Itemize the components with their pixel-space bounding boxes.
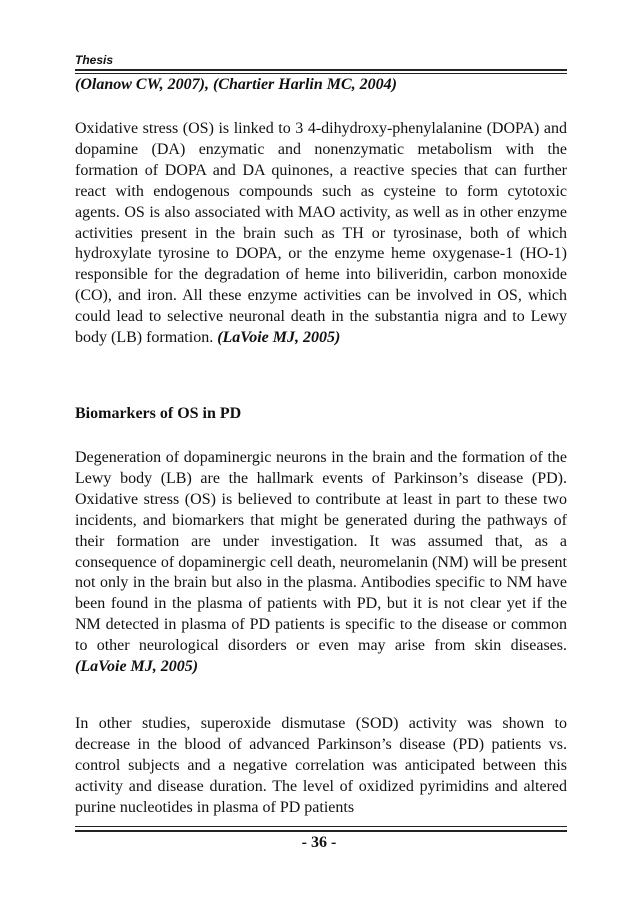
footer-rule (75, 830, 567, 832)
header-rule-thin (75, 73, 567, 74)
paragraph-text: In other studies, superoxide dismutase (SOD) activity was shown to decrease in the blood of advanced Parkinson’s disease (PD) patients vs. control subjects and a negative correlation was anticipated between this activity and disease duration. The level of oxidized pyrimidins and altered purine nucleotides in plasma of PD patients (75, 715, 567, 816)
page-number: - 36 - (301, 834, 337, 851)
running-header: Thesis (75, 53, 114, 67)
citations-line (75, 76, 397, 94)
section-heading: Biomarkers of OS in PD (75, 405, 242, 422)
header-rule (75, 69, 567, 71)
paragraph-citation: (LaVoie MJ, 2005) (75, 658, 199, 676)
paragraph-biomarkers (75, 448, 567, 678)
citation-chartier: (Chartier Harlin MC, 2004) (212, 76, 397, 93)
citation-separator: , (204, 76, 213, 93)
paragraph-text: Oxidative stress (OS) is linked to 3 4-dihydroxy-phenylalanine (DOPA) and dopamine (DA) enzymatic and nonenzymatic metabolism with the formation of DOPA and DA quinones, a reactive species that can further react with endogenous compounds such as cysteine to form cytotoxic agents. OS is also associated with MAO activity, as well as in other enzyme activities present in the brain such as TH or tyrosinase, both of which hydroxylate tyrosine to DOPA, or the enzyme heme oxygenase-1 (HO-1) responsible for the degradation of heme into biliveridin, carbon monoxide (CO), and iron. All these enzyme activities can be involved in OS, which could lead to selective neuronal death in the substantia nigra and to Lewy body (LB) formation. (75, 120, 567, 347)
footer-rule-thin (75, 826, 567, 827)
citation-olanow: (Olanow CW, 2007) (75, 76, 205, 93)
paragraph-text: Degeneration of dopaminergic neurons in the brain and the formation of the Lewy body (LB) are the hallmark events of Parkinson’s disease (PD). Oxidative stress (OS) is believed to contribute at least in part to these two incidents, and biomarkers that might be generated during the pathways of their formation are under investigation. It was assumed that, as a consequence of dopaminergic cell death, neuromelanin (NM) will be present not only in the brain but also in the plasma. Antibodies specific to NM have been found in the plasma of patients with PD, but it is not clear yet if the NM detected in plasma of PD patients is specific to the disease or common to other neurological disorders or even may arise from skin diseases. (75, 449, 567, 655)
paragraph-citation: (LaVoie MJ, 2005) (217, 329, 341, 347)
paragraph-sod (75, 714, 567, 819)
paragraph-oxidative-stress (75, 119, 567, 349)
